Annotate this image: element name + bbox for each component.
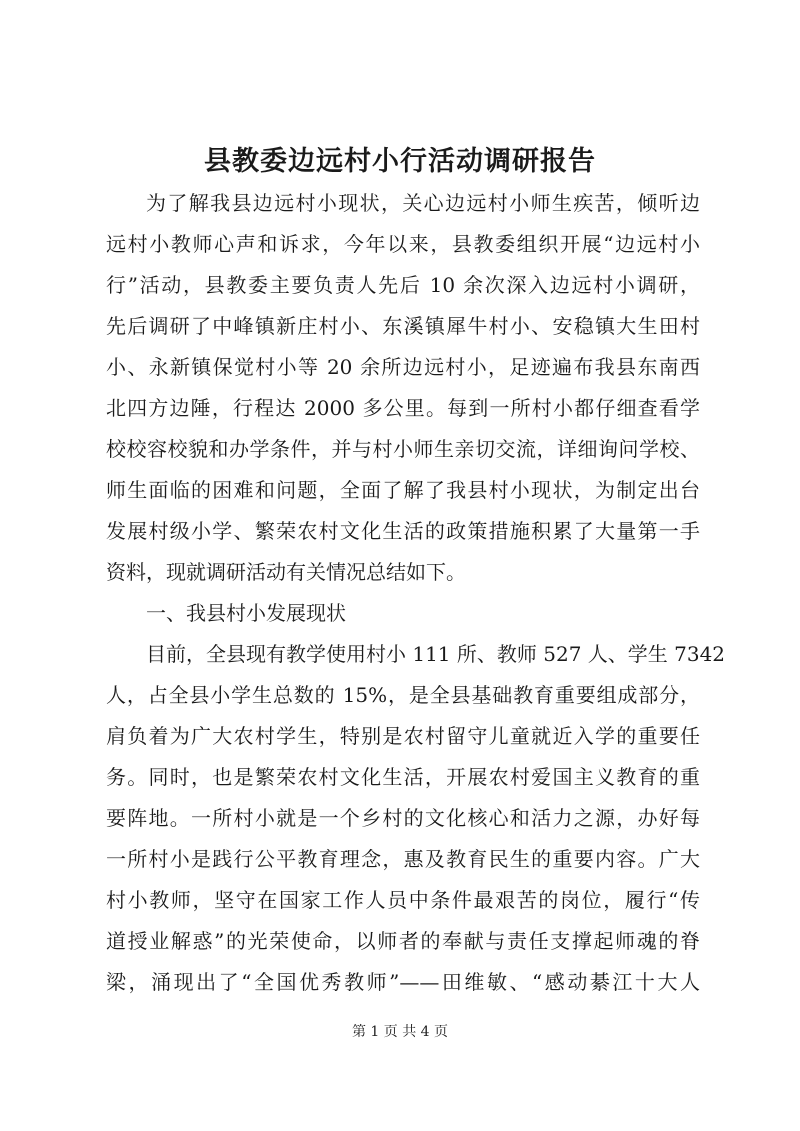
- text-line: 师生面临的困难和问题，全面了解了我县村小现状，为制定出台: [106, 478, 700, 502]
- page-footer: 第 1 页 共 4 页: [351, 1024, 449, 1040]
- text-line: 人，占全县小学生总数的 15%，是全县基础教育重要组成部分，: [106, 683, 700, 707]
- text-line: 目前，全县现有教学使用村小 111 所、教师 527 人、学生 7342: [146, 642, 726, 666]
- text-line: 校校容校貌和办学条件，并与村小师生亲切交流，详细询问学校、: [106, 437, 700, 461]
- text-line: 先后调研了中峰镇新庄村小、东溪镇犀牛村小、安稳镇大生田村: [106, 314, 700, 338]
- text-line: 村小教师，坚守在国家工作人员中条件最艰苦的岗位，履行“传: [106, 888, 700, 912]
- text-line: 肩负着为广大农村学生，特别是农村留守儿童就近入学的重要任: [106, 724, 700, 748]
- section-heading: 一、我县村小发展现状: [146, 601, 346, 625]
- text-line: 发展村级小学、繁荣农村文化生活的政策措施积累了大量第一手: [106, 519, 700, 543]
- text-line: 小、永新镇保觉村小等 20 余所边远村小，足迹遍布我县东南西: [106, 355, 700, 379]
- text-line: 一所村小是践行公平教育理念，惠及教育民生的重要内容。广大: [106, 847, 700, 871]
- text-line: 北四方边陲，行程达 2000 多公里。每到一所村小都仔细查看学: [106, 396, 700, 420]
- text-line: 为了解我县边远村小现状，关心边远村小师生疾苦，倾听边: [146, 191, 700, 215]
- document-title: 县教委边远村小行活动调研报告: [204, 146, 596, 177]
- text-line: 远村小教师心声和诉求，今年以来，县教委组织开展“边远村小: [106, 232, 700, 256]
- text-line: 要阵地。一所村小就是一个乡村的文化核心和活力之源，办好每: [106, 806, 700, 830]
- text-line: 道授业解惑”的光荣使命，以师者的奉献与责任支撑起师魂的脊: [106, 929, 700, 953]
- text-line: 务。同时，也是繁荣农村文化生活，开展农村爱国主义教育的重: [106, 765, 700, 789]
- text-line: 行”活动，县教委主要负责人先后 10 余次深入边远村小调研，: [106, 273, 700, 297]
- text-line: 梁，涌现出了“全国优秀教师”——田维敏、“感动綦江十大人: [106, 970, 700, 994]
- text-line: 资料，现就调研活动有关情况总结如下。: [106, 560, 466, 584]
